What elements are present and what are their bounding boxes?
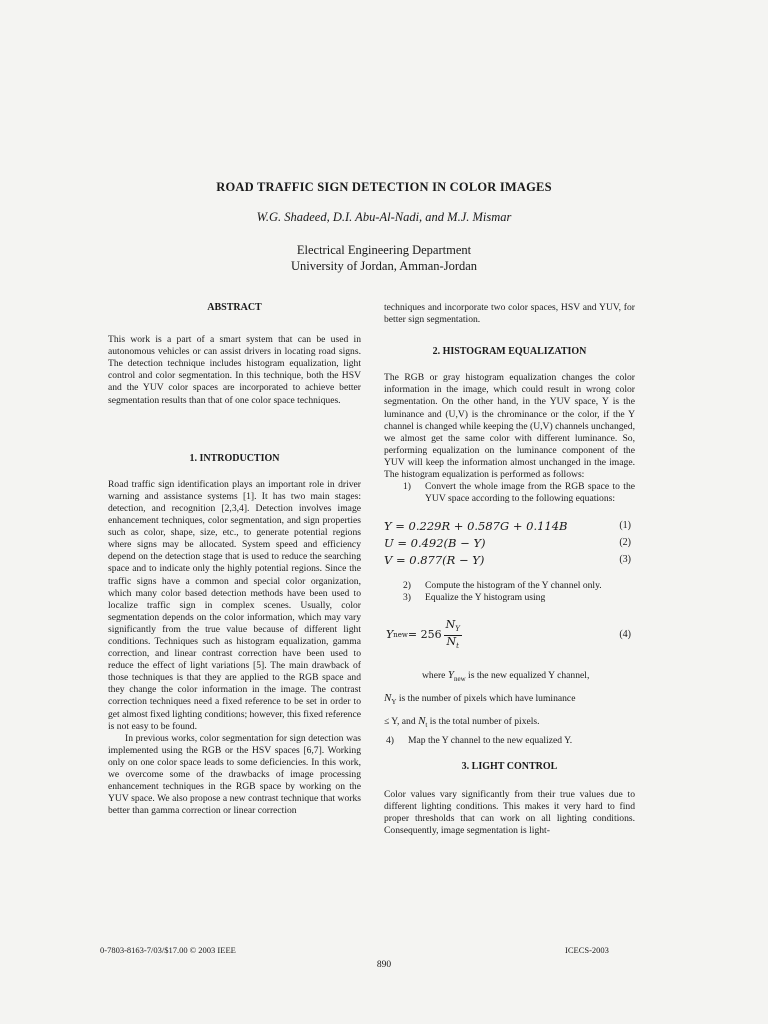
introduction-paragraph-1: Road traffic sign identification plays an important role in driver warning and assistance systems [1]. It has two main stages: detection, and recognition [2,3,4]. Detection involves image enhancement techniques, color segmentation, and sign properties such as color, shape, size, etc., to generate potential regions where signs may be allocated. System speed and efficiency depend on the detection stage that is used to reduce the searching space and to indicate only the highly potential regions. Since the traffic signs have a common and special color organization, which many color based detection methods have been used to localize traffic sign in complex scenes. Usually, color segmentation depends on the color information, which may vary significantly from the true value because of different light conditions. Techniques such as histogram equalization, gamma correction, and linear contrast correction have been used to reduce the effect of light variations [5]. The main drawback of those techniques is that they are applied to the RGB space and they change the color information in the image. The contrast correction techniques need a fixed reference to be set in order to get almost fixed lighting conditions; however, this fixed reference is not easy to be found. xyxy=(108,478,361,732)
footer-conference: ICECS-2003 xyxy=(565,945,609,955)
equation-number: (2) xyxy=(619,536,631,548)
step-number: 1) xyxy=(403,481,411,493)
where-description: is the new equalized Y channel, xyxy=(468,670,590,682)
eq4-lhs: Y xyxy=(386,628,394,642)
where-line3-sub: t xyxy=(425,720,428,729)
step-number: 4) xyxy=(386,734,394,746)
equation-expression xyxy=(384,619,462,653)
equation-expression: U = 0.492(B − Y) xyxy=(384,535,486,550)
step-text: Equalize the Y histogram using xyxy=(425,592,546,604)
eq4-lhs-sub: new xyxy=(393,631,408,640)
introduction-heading: 1. INTRODUCTION xyxy=(189,452,280,464)
eq4-denominator-symbol: N xyxy=(446,634,457,648)
light-control-paragraph: Color values vary significantly from their true values due to different lighting conditions. This makes it very hard to find proper thresholds that can work on all lighting conditions. Consequently, image segmentation is light- xyxy=(384,788,635,837)
list-item xyxy=(401,481,635,505)
equation-2 xyxy=(384,534,635,551)
where-symbol-sub: new xyxy=(453,674,466,683)
equation-number: (3) xyxy=(619,553,631,565)
affiliation-department: Electrical Engineering Department xyxy=(296,243,472,257)
paper-title: ROAD TRAFFIC SIGN DETECTION IN COLOR IMAGES xyxy=(216,180,552,194)
where-line2-sub: Y xyxy=(391,697,397,706)
affiliation-university: University of Jordan, Amman-Jordan xyxy=(290,259,478,273)
equation-number: (1) xyxy=(619,519,631,531)
equation-number: (4) xyxy=(619,629,631,641)
equation-3 xyxy=(384,551,635,568)
where-line2-text: is the number of pixels which have luminance xyxy=(398,692,576,704)
where-text xyxy=(384,666,635,735)
eq4-numerator-sub: Y xyxy=(455,624,460,633)
page-number: 890 xyxy=(376,960,392,970)
list-item xyxy=(401,580,635,592)
eq4-denominator xyxy=(445,636,461,652)
where-line-3 xyxy=(384,712,635,735)
equation-expression: Y = 0.229R + 0.587G + 0.114B xyxy=(384,518,568,533)
footer-copyright: 0-7803-8163-7/03/$17.00 © 2003 IEEE xyxy=(100,945,236,955)
where-line-2 xyxy=(384,689,635,712)
left-column xyxy=(108,302,361,817)
where-line3-a: ≤ Y, and xyxy=(384,715,416,727)
eq4-mid: = 256 xyxy=(407,628,442,642)
where-line-1 xyxy=(384,666,635,689)
introduction-paragraph-2: In previous works, color segmentation for sign detection was implemented using the RGB or the HSV spaces [6,7]. Working only on one color space leads to some deficiencies. In this work, we overcome some of the drawbacks of image processing enhancement techniques in the RGB space by working on the YUV space. We also propose a new contrast technique that works better than gamma correction or linear correction xyxy=(108,732,361,817)
histogram-steps-final xyxy=(384,735,635,747)
list-item xyxy=(384,735,635,747)
histogram-heading: 2. HISTOGRAM EQUALIZATION xyxy=(432,346,587,358)
where-symbol: Y xyxy=(447,669,454,682)
paper-authors: W.G. Shadeed, D.I. Abu-Al-Nadi, and M.J. Mismar xyxy=(256,210,512,224)
abstract-text: This work is a part of a smart system that can be used in autonomous vehicles or can assist drivers in locating road signs. The detection technique includes histogram equalization, light control and color segmentation. In this technique, both the HSV and the YUV color spaces are incorporated to achieve better segmentation results than that of one color space techniques. xyxy=(108,334,361,406)
right-column xyxy=(384,302,635,837)
step-text: Compute the histogram of the Y channel only. xyxy=(425,580,602,592)
histogram-paragraph: The RGB or gray histogram equalization changes the color information in the image, which could result in wrong color segmentation. On the other hand, in the YUV space, Y is the luminance and (U,V) is the chrominance or the color, if the Y channel is changed while keeping the (U,V) channels unchanged, we almost get the same color with different luminance. So, performing equalization on the luminance component of the YUV will keep the information almost unchanged in the image. The histogram equalization is performed as follows: xyxy=(384,372,635,481)
histogram-steps xyxy=(384,481,635,505)
abstract-heading: ABSTRACT xyxy=(207,302,262,313)
step-text: Map the Y channel to the new equalized Y. xyxy=(408,734,573,746)
introduction-paragraph-2-continued: techniques and incorporate two color spaces, HSV and YUV, for better sign segmentation. xyxy=(384,302,635,326)
step-text: Convert the whole image from the RGB space to the YUV space according to the following equations: xyxy=(425,481,635,505)
equation-expression: V = 0.877(R − Y) xyxy=(384,552,485,567)
equation-4 xyxy=(384,619,635,653)
eq4-numerator xyxy=(444,619,462,636)
where-line2-symbol: N xyxy=(384,691,392,704)
step-number: 2) xyxy=(403,580,411,592)
affiliation xyxy=(0,242,768,274)
light-control-heading: 3. LIGHT CONTROL xyxy=(461,760,558,772)
eq4-numerator-symbol: N xyxy=(445,617,456,631)
where-line3-b: is the total number of pixels. xyxy=(429,715,540,727)
equation-1 xyxy=(384,517,635,534)
where-line3-symbol: N xyxy=(418,714,426,727)
list-item xyxy=(401,592,635,604)
yuv-equations xyxy=(384,517,635,568)
eq4-denominator-sub: t xyxy=(456,641,459,650)
histogram-steps-cont xyxy=(384,580,635,604)
step-number: 3) xyxy=(403,592,411,604)
where-word: where xyxy=(422,670,446,682)
eq4-fraction xyxy=(444,619,462,653)
